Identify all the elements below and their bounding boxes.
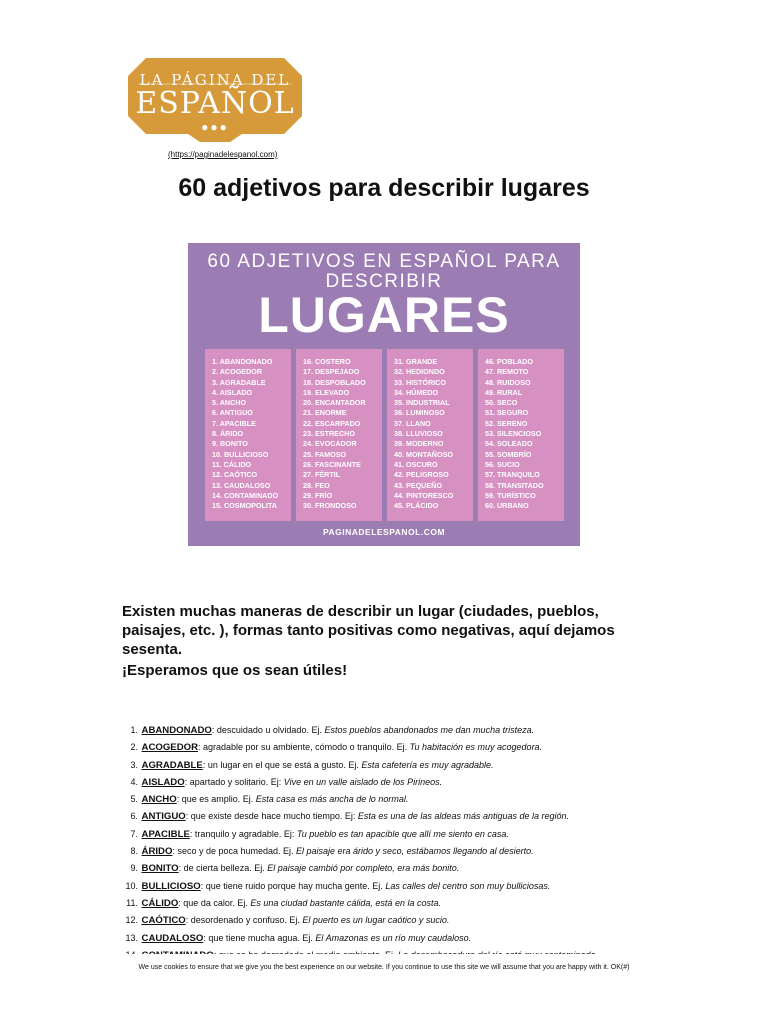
logo-line-2: ESPAÑOL (135, 86, 295, 121)
banner-list-item: 50. SECO (485, 398, 518, 408)
definition-example: El puerto es un lugar caótico y sucio. (302, 915, 450, 926)
banner-list-item: 27. FÉRTIL (303, 470, 341, 480)
banner-list-item: 45. PLÁCIDO (394, 501, 439, 511)
definition-word: ÁRIDO (141, 846, 173, 858)
definition-example: Esta cafetería es muy agradable. (361, 759, 494, 770)
banner-list-item: 33. HISTÓRICO (394, 377, 446, 387)
definition-number: 6. (130, 811, 138, 822)
definition-example: El paisaje era árido y seco, estábamos llegando al desierto. (296, 846, 534, 857)
banner-list-item: 56. SUCIO (485, 459, 520, 469)
definition-text: : desordenado y confuso. Ej. (185, 915, 303, 926)
banner-list-item: 42. PELIGROSO (394, 470, 449, 480)
definition-text: : que da calor. Ej. (178, 897, 251, 908)
definition-example: Vive en un valle aislado de los Pirineos. (283, 776, 443, 787)
banner-list-item: 53. SILENCIOSO (485, 429, 542, 439)
definition-word: CAÓTICO (141, 915, 186, 927)
banner-list-item: 60. URBANO (485, 501, 529, 511)
banner-list-item: 13. CAUDALOSO (212, 480, 271, 490)
site-link[interactable]: (https://paginadelespanol.com) (168, 150, 278, 159)
banner-list-item: 19. ELEVADO (303, 387, 350, 397)
definition-text: : descuidado u olvidado. Ej. (211, 725, 325, 735)
banner-list-item: 1. ABANDONADO (212, 357, 273, 366)
definition-number: 4. (130, 776, 138, 787)
banner-list-item: 23. ESTRECHO (303, 429, 355, 439)
definition-text: : seco y de poca humedad. Ej. (172, 846, 297, 857)
definition-item (110, 739, 730, 756)
definition-number: 13. (125, 932, 138, 943)
definition-number: 7. (130, 828, 138, 839)
banner-list-item: 3. AGRADABLE (212, 377, 266, 387)
banner-list-item: 5. ANCHO (212, 398, 247, 408)
banner-list-item: 59. TURÍSTICO (485, 490, 536, 500)
banner-list-item: 2. ACOGEDOR (212, 367, 263, 377)
banner-list-item: 10. BULLICIOSO (212, 449, 269, 459)
banner-list-item: 28. FEO (303, 480, 330, 490)
definition-number: 8. (130, 846, 138, 857)
banner-list-item: 58. TRANSITADO (485, 480, 544, 490)
wish-text: ¡Esperamos que os sean útiles! (122, 662, 348, 679)
banner-list-item: 35. INDUSTRIAL (394, 398, 450, 408)
site-logo[interactable] (124, 54, 306, 142)
banner-list-item: 41. OSCURO (394, 459, 438, 469)
definition-item (110, 826, 730, 843)
definition-number: 10. (125, 880, 138, 891)
definition-example: Esta casa es más ancha de lo normal. (255, 794, 409, 805)
banner-list-item: 16. COSTERO (303, 357, 351, 366)
banner-list-item: 12. CAÓTICO (212, 470, 258, 480)
banner-list-item: 37. LLANO (394, 418, 431, 428)
definition-word: BONITO (141, 863, 179, 875)
banner-list-item: 54. SOLEADO (485, 439, 533, 449)
definition-number: 1. (130, 725, 138, 735)
definition-item (110, 791, 730, 808)
definition-text: : que es amplio. Ej. (176, 794, 256, 805)
definition-item (110, 860, 730, 877)
definition-text: : que existe desde hace mucho tiempo. Ej: (185, 811, 358, 822)
banner-footer: PAGINADELESPANOL.COM (322, 527, 446, 537)
banner-column-2 (296, 349, 382, 521)
banner-list-item: 11. CÁLIDO (212, 459, 252, 469)
banner-list-item: 48. RUIDOSO (485, 377, 531, 387)
definition-word: BULLICIOSO (141, 880, 201, 892)
definition-example: Esta es una de las aldeas más antiguas de la región. (357, 811, 570, 822)
banner-list-item: 25. FAMOSO (303, 449, 347, 459)
banner-list-item: 22. ESCARPADO (303, 418, 361, 428)
definition-number: 12. (125, 915, 138, 926)
definition-number: 2. (130, 742, 138, 753)
banner-list-item: 20. ENCANTADOR (303, 398, 366, 408)
definition-example: Tu pueblo es tan apacible que allí me siento en casa. (296, 828, 509, 839)
banner-list-item: 43. PEQUEÑO (394, 480, 442, 490)
definition-word: ANCHO (141, 794, 177, 806)
definition-item (110, 878, 730, 895)
logo-line-1: LA PÁGINA DEL (139, 71, 291, 89)
definition-item (110, 774, 730, 791)
definition-word: AISLADO (141, 776, 185, 788)
banner-list-item: 31. GRANDE (394, 357, 438, 366)
banner-list-item: 15. COSMOPOLITA (212, 501, 277, 511)
banner-list-item: 55. SOMBRÍO (485, 449, 532, 459)
definition-word: ABANDONADO (141, 725, 212, 736)
logo-dots: ●●● (201, 120, 229, 134)
definition-text: : que tiene ruido porque hay mucha gente. Ej. (200, 880, 386, 891)
definition-word: ACOGEDOR (141, 742, 199, 754)
definition-word: AGRADABLE (141, 759, 203, 771)
definition-example: El Amazonas es un río muy caudaloso. (315, 932, 472, 943)
banner-list-item: 52. SERENO (485, 418, 528, 428)
definition-text: : un lugar en el que se está a gusto. Ej. (202, 759, 362, 770)
banner-list-item: 51. SEGURO (485, 408, 529, 418)
definitions-list (110, 722, 730, 964)
definition-example: Las calles del centro son muy bulliciosas. (385, 880, 551, 891)
banner-list-item: 30. FRONDOSO (303, 501, 357, 511)
banner-list-item: 21. ENORME (303, 408, 347, 418)
banner-list-item: 29. FRÍO (303, 490, 333, 500)
banner-list-item: 9. BONITO (212, 439, 248, 449)
banner-subtitle: 60 ADJETIVOS EN ESPAÑOL PARA DESCRIBIR (207, 251, 561, 292)
banner-list-item: 14. CONTAMINADO (212, 490, 279, 500)
banner-headline: LUGARES (258, 287, 510, 343)
banner-list-item: 44. PINTORESCO (394, 490, 454, 500)
banner-list-item: 38. LLUVIOSO (394, 429, 443, 439)
definition-item (110, 808, 730, 825)
banner-list-item: 32. HEDIONDO (394, 367, 445, 377)
banner-list-item: 40. MONTAÑOSO (394, 449, 453, 459)
banner-column-3 (387, 349, 473, 521)
banner-list-item: 6. ANTIGUO (212, 408, 253, 418)
definition-number: 5. (130, 794, 138, 805)
definition-number: 3. (130, 759, 138, 770)
banner-column-1 (205, 349, 291, 521)
banner-list-item: 49. RURAL (485, 387, 523, 397)
banner-list-item: 57. TRANQUILO (485, 470, 540, 480)
definition-text: : de cierta belleza. Ej. (178, 863, 268, 874)
banner-list-item: 8. ÁRIDO (212, 429, 244, 439)
banner-list-item: 4. AISLADO (212, 387, 253, 397)
banner-list-item: 47. REMOTO (485, 367, 529, 377)
banner-list-item: 46. POBLADO (485, 357, 533, 366)
banner-list-item: 39. MODERNO (394, 439, 444, 449)
banner-image (188, 243, 580, 546)
banner-list-item: 18. DESPOBLADO (303, 377, 366, 387)
definition-item (110, 912, 730, 929)
definition-item (110, 895, 730, 912)
definition-item (110, 930, 730, 947)
definition-word: CAUDALOSO (141, 932, 204, 944)
banner-list-item: 17. DESPEJADO (303, 367, 360, 377)
banner-list-item: 36. LUMINOSO (394, 408, 445, 418)
cookie-notice[interactable]: We use cookies to ensure that we give you the best experience on our website. If you continue to use this site we will assume that you are happy with it. OK(#) (0, 954, 768, 982)
definition-word: ANTIGUO (141, 811, 186, 823)
definition-item (110, 757, 730, 774)
page-title: 60 adjetivos para describir lugares (178, 174, 590, 202)
definition-number: 9. (130, 863, 138, 874)
banner-list-item: 7. APACIBLE (212, 418, 256, 428)
definition-item (110, 722, 730, 739)
definition-example: Estos pueblos abandonados me dan mucha tristeza. (324, 725, 535, 735)
definition-text: : tranquilo y agradable. Ej: (189, 828, 297, 839)
definition-text: : que tiene mucha agua. Ej. (203, 932, 316, 943)
definition-text: : apartado y solitario. Ej: (184, 776, 284, 787)
banner-list-item: 24. EVOCADOR (303, 439, 357, 449)
definition-example: Tu habitación es muy acogedora. (409, 742, 543, 753)
banner-list-item: 34. HÚMEDO (394, 387, 438, 397)
definition-text: : agradable por su ambiente, cómodo o tranquilo. Ej. (198, 742, 410, 753)
definition-item (110, 843, 730, 860)
definition-word: CÁLIDO (141, 897, 179, 909)
definition-example: Es una ciudad bastante cálida, está en la costa. (250, 897, 441, 908)
banner-list-item: 26. FASCINANTE (303, 459, 361, 469)
banner-column-4 (478, 349, 564, 521)
definition-example: El paisaje cambió por completo, era más bonito. (267, 863, 460, 874)
intro-text: Existen muchas maneras de describir un lugar (ciudades, pueblos, paisajes, etc. ), formas tanto positivas como negativas, aquí dejamos sesenta. (122, 603, 615, 658)
definition-number: 11. (126, 897, 138, 908)
definition-word: APACIBLE (141, 828, 190, 840)
